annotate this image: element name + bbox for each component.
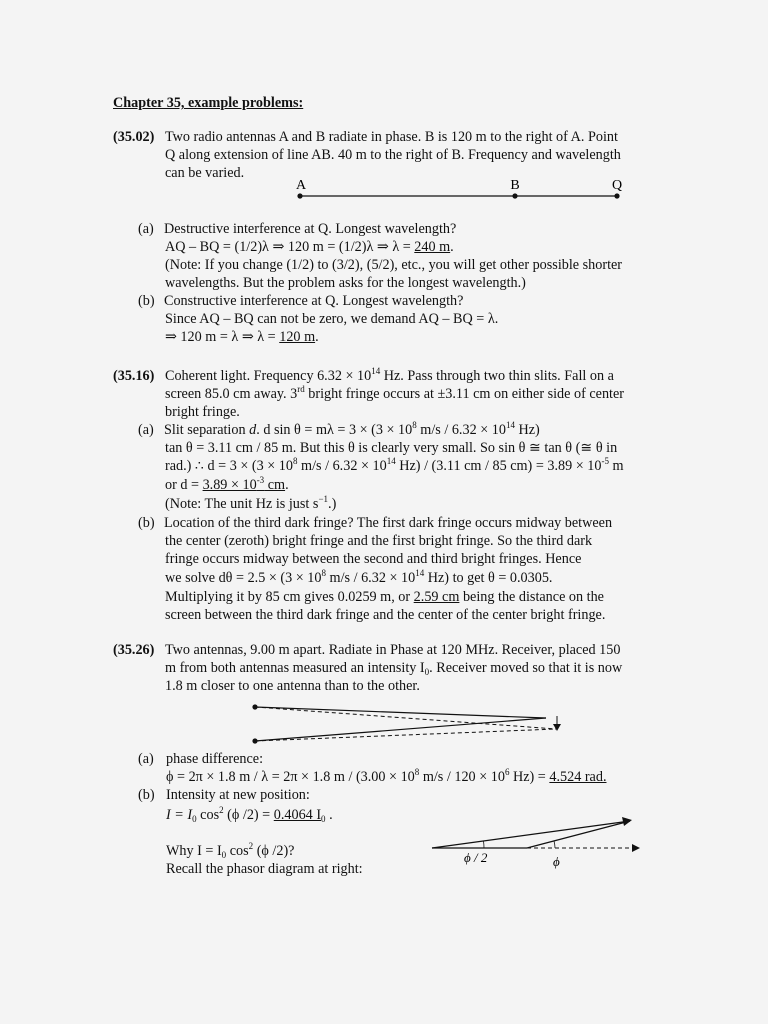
part-label: (b) bbox=[138, 787, 155, 803]
problem-text-line: can be varied. bbox=[165, 165, 245, 181]
problem-number: (35.02) bbox=[113, 129, 155, 145]
equation-line: ⇒ 120 m = λ ⇒ λ = 120 m. bbox=[165, 329, 319, 345]
equation-line: $I = I_0$ $\cos^2 (\phi$ /2) = 0.4064 $I_0$ . bbox=[166, 805, 333, 824]
problem-number: (35.26) bbox=[113, 642, 155, 658]
half-angle-arc bbox=[484, 841, 485, 848]
phasor-arrowhead bbox=[622, 817, 632, 826]
problem-text-line: Two antennas, 9.00 m apart. Radiate in Phase at 120 MHz. Receiver, placed 150 bbox=[165, 642, 621, 658]
part-label: (b) bbox=[138, 293, 155, 309]
answer: 120 m bbox=[279, 329, 316, 345]
answer: $3.89 \times 10^{-3}$ cm bbox=[202, 475, 286, 493]
equation-line: or $d = 3.89 \times 10^{-3}$ cm. bbox=[165, 475, 289, 493]
recall-line: Recall the phasor diagram at right: bbox=[166, 861, 363, 877]
phi-label: ϕ bbox=[553, 854, 560, 869]
answer: 4.524 rad. bbox=[549, 769, 607, 785]
part-text: the center (zeroth) bright fringe and the first bright fringe. So the third dark bbox=[165, 533, 593, 549]
phasor-second bbox=[527, 821, 630, 848]
part-text: tan θ = 3.11 cm / 85 m. But this θ is clearly very small. So sin θ ≅ tan θ (≅ θ in bbox=[165, 440, 618, 456]
problem-text-line: bright fringe. bbox=[165, 404, 240, 420]
problem-text-line: Coherent light. Frequency $6.32 \times 10^{14}$ Hz. Pass through two thin slits. Fall on a bbox=[165, 366, 614, 384]
problem-text-line: 1.8 m closer to one antenna than to the other. bbox=[165, 678, 420, 694]
problem-text-line: Q along extension of line AB. 40 m to the right of B. Frequency and wavelength bbox=[165, 147, 621, 163]
problem-number: (35.16) bbox=[113, 368, 155, 384]
part-text: Destructive interference at Q. Longest wavelength? bbox=[164, 221, 457, 237]
part-label: (a) bbox=[138, 221, 154, 237]
equation-line: AQ – BQ = (1/2)λ ⇒ 120 m = (1/2)λ ⇒ λ = 240 m. bbox=[165, 239, 454, 255]
point-b-label: B bbox=[510, 178, 520, 193]
half-phi-label: ϕ / 2 bbox=[464, 850, 488, 865]
problem-text-line: Two radio antennas A and B radiate in phase. B is 120 m to the right of A. Point bbox=[165, 129, 618, 145]
equation-line: we solve $d\theta = 2.5 \times (3 \times 10^8$ $m/s / 6.32 \times 10^{14}$ Hz) to get θ = 0.0305. bbox=[165, 568, 553, 586]
part-text: Since AQ – BQ can not be zero, we demand AQ – BQ = λ. bbox=[165, 311, 499, 327]
note-line: (Note: The unit Hz is just $s^{-1}$.) bbox=[165, 494, 337, 512]
part-text: screen between the third dark fringe and the center of the center bright fringe. bbox=[165, 607, 606, 623]
part-text: phase difference: bbox=[166, 751, 264, 767]
page-title: Chapter 35, example problems: bbox=[113, 95, 304, 111]
problem-text-line: m from both antennas measured an intensity $I_0$. Receiver moved so that it is now bbox=[165, 660, 623, 677]
part-text: Multiplying it by 85 cm gives 0.0259 m, or 2.59 cm being the distance on the bbox=[165, 589, 604, 605]
part-text: Intensity at new position: bbox=[166, 787, 310, 803]
equation-line: rad.) ∴ $d = 3 \times (3 \times 10^8$ $m/s / 6.32 \times 10^{14}$ Hz) / (3.11 cm / 85 $cm) = 3.89 \times 10^{-5}$ m bbox=[165, 456, 624, 474]
phasor-resultant bbox=[432, 821, 630, 848]
part-label: (a) bbox=[138, 422, 154, 438]
part-text: Slit separation d. d $\sin \theta = m\lambda = 3 \times (3 \times 10^8$ $m/s / 6.32 \times 10^{14}$ Hz) bbox=[164, 420, 540, 438]
angle-arc bbox=[554, 841, 555, 848]
part-text: Constructive interference at Q. Longest wavelength? bbox=[164, 293, 464, 309]
note-line: wavelengths. But the problem asks for the longest wavelength.) bbox=[165, 275, 526, 291]
point-a-label: A bbox=[295, 178, 307, 193]
question-line: Why $I = I_0$ $\cos^2 (\phi$ /2)? bbox=[166, 841, 295, 860]
equation-line: ϕ = 2π × 1.8 m / λ = 2π × 1.8 $m / (3.00 \times 10^8$ $m/s / 120 \times 10^6$ Hz) = 4.524 rad. bbox=[166, 767, 607, 785]
answer: 2.59 cm bbox=[413, 589, 460, 605]
answer: 240 m bbox=[414, 239, 451, 255]
note-line: (Note: If you change (1/2) to (3/2), (5/2), etc., you will get other possible shorter bbox=[165, 257, 623, 273]
part-label: (a) bbox=[138, 751, 154, 767]
point-q-label: Q bbox=[611, 178, 623, 193]
part-text: fringe occurs midway between the second and third bright fringes. Hence bbox=[165, 551, 582, 567]
problem-text-line: screen 85.0 cm away. 3rd bright fringe occurs at ±3.11 cm on either side of center bbox=[165, 384, 625, 402]
answer: 0.4064 $I_0$ bbox=[273, 807, 326, 824]
part-text: Location of the third dark fringe? The first dark fringe occurs midway between bbox=[164, 515, 613, 531]
part-label: (b) bbox=[138, 515, 155, 531]
